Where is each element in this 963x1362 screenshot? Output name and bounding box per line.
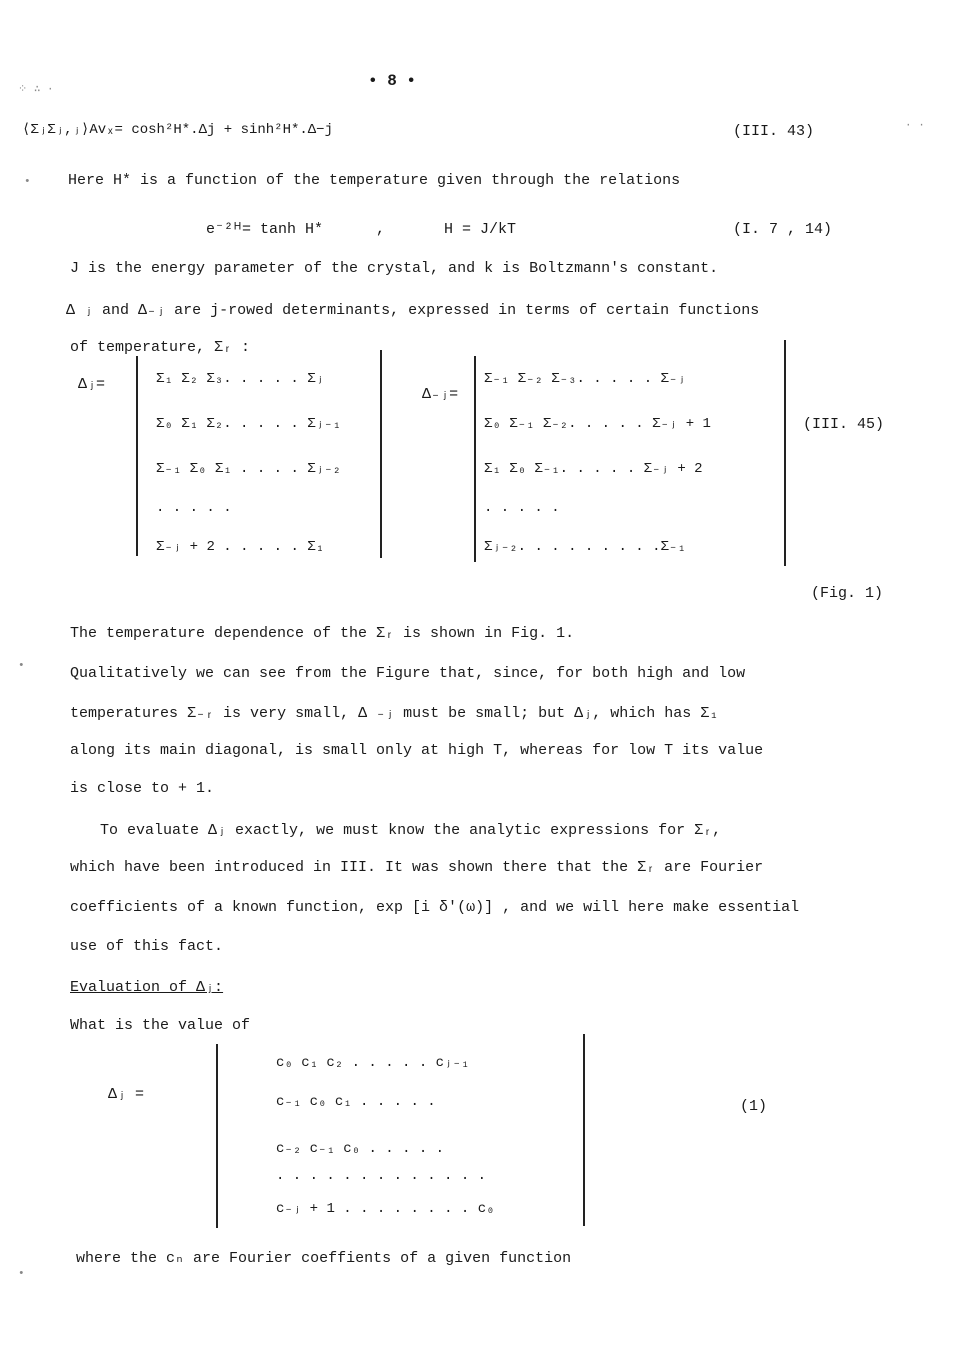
matrix-row: c₋ⱼ + 1 . . . . . . . . c₀ <box>276 1201 495 1217</box>
matrix-row: Σ₀ Σ₋₁ Σ₋₂. . . . . Σ₋ⱼ + 1 <box>484 416 711 432</box>
paragraph-line: What is the value of <box>70 1017 251 1034</box>
scan-noise: • <box>18 1268 25 1280</box>
scan-noise: ⁘ ∴ · <box>18 84 54 96</box>
equation-label: (III. 45) <box>803 416 885 433</box>
matrix-row: Σ₋₁ Σ₋₂ Σ₋₃. . . . . Σ₋ⱼ <box>484 371 686 387</box>
determinant-bar <box>784 340 786 566</box>
figure-label: (Fig. 1) <box>811 585 884 602</box>
matrix-row: Σ₋ⱼ + 2 . . . . . Σ₁ <box>156 539 325 555</box>
determinant-lhs: Δ₋ⱼ= <box>422 386 459 403</box>
matrix-row: . . . . . . . . . . . . . <box>276 1168 487 1184</box>
determinant-bar <box>136 356 138 556</box>
determinant-bar <box>380 350 382 558</box>
paragraph-line: Δ ⱼ and Δ₋ⱼ are j-rowed determinants, expressed in terms of certain functions <box>66 302 760 319</box>
matrix-row: c₋₂ c₋₁ c₀ . . . . . <box>276 1141 445 1157</box>
matrix-row: . . . . . <box>156 500 232 516</box>
paragraph-line: is close to + 1. <box>70 780 215 797</box>
scan-noise: • <box>24 176 31 188</box>
equation-separator: , <box>376 221 386 238</box>
page-number: • 8 • <box>368 72 417 90</box>
paragraph-line: use of this fact. <box>70 938 224 955</box>
paragraph-line: coefficients of a known function, exp [i δ′(ω)] , and we will here make essential <box>70 899 800 916</box>
matrix-row: . . . . . <box>484 500 560 516</box>
paragraph-line: of temperature, Σᵣ : <box>70 339 251 356</box>
equation-i7-mid: H = J/kT <box>444 221 517 238</box>
paragraph-line: which have been introduced in III. It was shown there that the Σᵣ are Fourier <box>70 859 764 876</box>
determinant-bar <box>474 356 476 562</box>
equation-label: (I. 7 , 14) <box>733 221 833 238</box>
equation-label: (1) <box>740 1098 768 1115</box>
matrix-row: c₋₁ c₀ c₁ . . . . . <box>276 1094 436 1110</box>
matrix-row: c₀ c₁ c₂ . . . . . cⱼ₋₁ <box>276 1055 470 1071</box>
equation-iii43: ⟨ΣⱼΣⱼ,ⱼ⟩Avₓ= cosh²H*.Δj + sinh²H*.Δ−j <box>22 122 333 138</box>
matrix-row: Σⱼ₋₂. . . . . . . . .Σ₋₁ <box>484 539 686 555</box>
equation-label: (III. 43) <box>733 123 815 140</box>
matrix-row: Σ₁ Σ₂ Σ₃. . . . . Σⱼ <box>156 371 325 387</box>
section-heading: Evaluation of Δⱼ: <box>70 979 224 996</box>
paragraph-line: Here H* is a function of the temperature given through the relations <box>68 172 681 189</box>
scan-noise: · · <box>905 120 925 132</box>
determinant-lhs: Δⱼ= <box>78 376 106 393</box>
determinant-bar <box>216 1044 218 1228</box>
paragraph-line: J is the energy parameter of the crystal, and k is Boltzmann's constant. <box>70 260 719 277</box>
paragraph-line: along its main diagonal, is small only at high T, whereas for low T its value <box>70 742 764 759</box>
paragraph-line: The temperature dependence of the Σᵣ is shown in Fig. 1. <box>70 625 575 642</box>
determinant-lhs: Δⱼ = <box>108 1086 145 1103</box>
paragraph-line: where the cₙ are Fourier coeffients of a given function <box>76 1250 572 1267</box>
scan-noise: • <box>18 660 25 672</box>
matrix-row: Σ₀ Σ₁ Σ₂. . . . . Σⱼ₋₁ <box>156 416 341 432</box>
matrix-row: Σ₁ Σ₀ Σ₋₁. . . . . Σ₋ⱼ + 2 <box>484 461 703 477</box>
matrix-row: Σ₋₁ Σ₀ Σ₁ . . . . Σⱼ₋₂ <box>156 461 341 477</box>
paragraph-line: temperatures Σ₋ᵣ is very small, Δ ₋ⱼ must be small; but Δⱼ, which has Σ₁ <box>70 705 719 722</box>
determinant-bar <box>583 1034 585 1226</box>
equation-i7-left: e⁻²ᴴ= tanh H* <box>206 221 324 238</box>
paragraph-line: Qualitatively we can see from the Figure that, since, for both high and low <box>70 665 746 682</box>
paragraph-line: To evaluate Δⱼ exactly, we must know the analytic expressions for Σᵣ, <box>100 822 722 839</box>
